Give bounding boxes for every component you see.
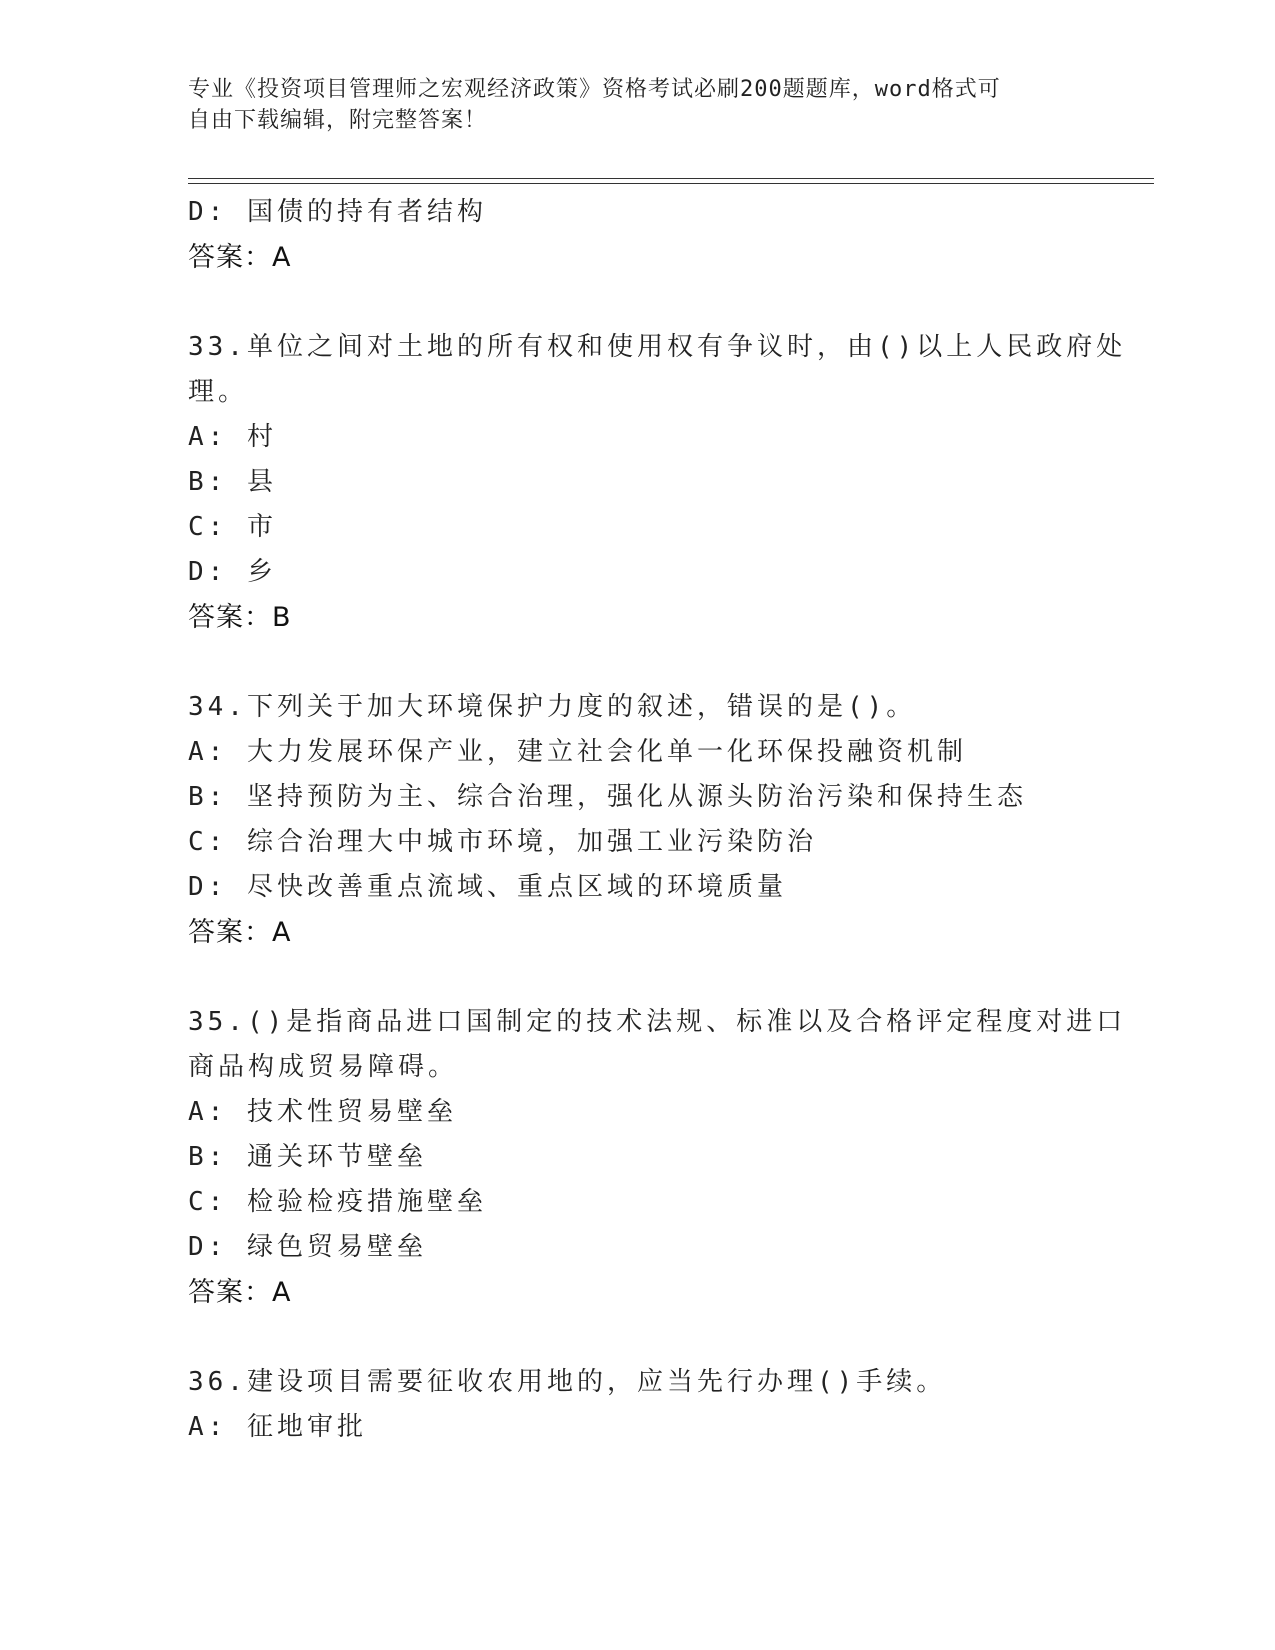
option-b: B: 县 <box>188 467 277 497</box>
option-c: C: 检验检疫措施壁垒 <box>188 1187 487 1217</box>
option-a: A: 征地审批 <box>188 1412 367 1442</box>
question-stem: 36.建设项目需要征收农用地的，应当先行办理()手续。 <box>188 1367 947 1397</box>
answer: 答案：A <box>188 917 292 948</box>
option-d: D: 国债的持有者结构 <box>188 197 487 227</box>
question-stem: 34.下列关于加大环境保护力度的叙述，错误的是()。 <box>188 692 917 722</box>
spacer <box>188 640 1088 685</box>
spacer <box>188 955 1088 1000</box>
header-divider-top <box>188 178 1154 179</box>
answer: 答案：A <box>188 242 292 273</box>
header-line-2: 自由下载编辑，附完整答案！ <box>188 108 488 133</box>
question-32 <box>188 190 1088 280</box>
option-a: A: 村 <box>188 422 277 452</box>
header-line-1: 专业《投资项目管理师之宏观经济政策》资格考试必刷200题题库，word格式可 <box>188 77 1001 102</box>
option-a: A: 技术性贸易壁垒 <box>188 1097 457 1127</box>
question-stem-line-2: 理。 <box>188 377 249 407</box>
question-36 <box>188 1360 1088 1450</box>
question-stem-line-1: 35.()是指商品进口国制定的技术法规、标准以及合格评定程度对进口 <box>188 1007 1127 1037</box>
header-divider-bottom <box>188 183 1154 184</box>
question-33 <box>188 325 1127 640</box>
option-b: B: 通关环节壁垒 <box>188 1142 427 1172</box>
option-d: D: 尽快改善重点流域、重点区域的环境质量 <box>188 872 787 902</box>
question-list <box>188 190 1127 1450</box>
question-stem-line-2: 商品构成贸易障碍。 <box>188 1052 459 1082</box>
question-34 <box>188 685 1088 955</box>
question-35 <box>188 1000 1127 1315</box>
answer: 答案：A <box>188 1277 292 1308</box>
option-d: D: 乡 <box>188 557 277 587</box>
option-c: C: 市 <box>188 512 277 542</box>
page-header <box>188 74 1088 136</box>
option-a: A: 大力发展环保产业，建立社会化单一化环保投融资机制 <box>188 737 967 767</box>
spacer <box>188 280 1088 325</box>
option-d: D: 绿色贸易壁垒 <box>188 1232 427 1262</box>
option-b: B: 坚持预防为主、综合治理，强化从源头防治污染和保持生态 <box>188 782 1027 812</box>
spacer <box>188 1315 1088 1360</box>
option-c: C: 综合治理大中城市环境，加强工业污染防治 <box>188 827 817 857</box>
question-stem-line-1: 33.单位之间对土地的所有权和使用权有争议时，由()以上人民政府处 <box>188 332 1127 362</box>
answer: 答案：B <box>188 602 292 633</box>
